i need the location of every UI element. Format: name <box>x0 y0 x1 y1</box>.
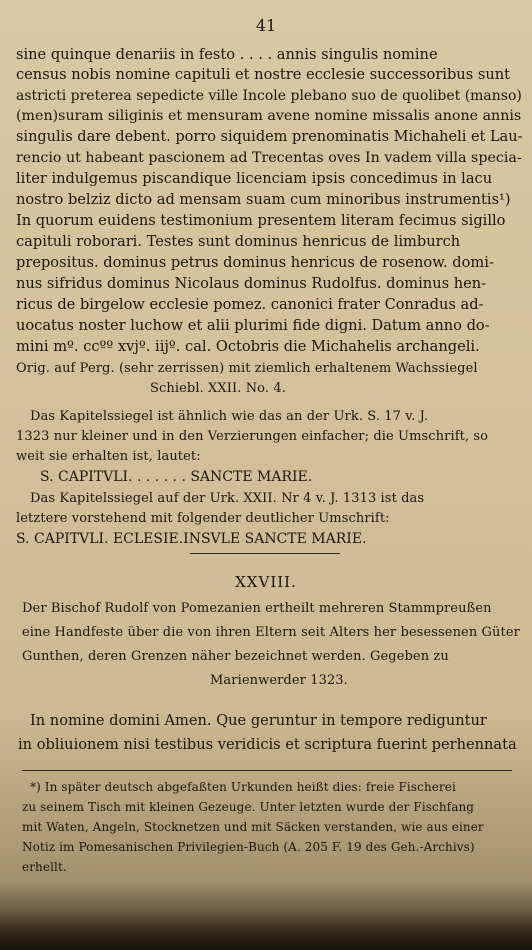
footnote-line: zu seinem Tisch mit kleinen Gezeuge. Unter letzten wurde der Fischfang <box>22 800 475 814</box>
summary-line: Marienwerder 1323. <box>210 673 348 688</box>
seal-note-line: weit sie erhalten ist, lautet: <box>16 449 201 464</box>
source-note-line: Schiebl. XXII. No. 4. <box>150 381 286 396</box>
charter-line: (men)suram siliginis et mensuram avene nomine missalis anone annis <box>16 108 522 124</box>
footnote-line: Notiz im Pomesanischen Privilegien-Buch (A. 205 F. 19 des Geh.-Archivs) <box>22 840 475 854</box>
seal-inscription: S. CAPITVLI. . . . . . . SANCTE MARIE. <box>40 469 313 485</box>
footnote-line: *) In später deutsch abgefaßten Urkunden heißt dies: freie Fischerei <box>30 780 456 794</box>
footnote-line: erhellt. <box>22 860 67 874</box>
document-line: In nomine domini Amen. Que geruntur in tempore rediguntur <box>30 712 487 729</box>
section-divider <box>190 553 340 554</box>
charter-line: nus sifridus dominus Nicolaus dominus Rudolfus. dominus hen- <box>16 275 487 292</box>
seal-note-line: Das Kapitelssiegel auf der Urk. XXII. Nr 4 v. J. 1313 ist das <box>30 491 425 506</box>
page-edge-shadow <box>0 880 532 950</box>
source-note-line: Orig. auf Perg. (sehr zerrissen) mit ziemlich erhaltenem Wachssiegel <box>16 361 478 376</box>
page-number: 41 <box>255 16 277 35</box>
summary-line: eine Handfeste über die von ihren Eltern seit Alters her besessenen Güter <box>22 625 520 640</box>
charter-line: mini mº. ccºº xvjº. iijº. cal. Octobris die Michahelis archangeli. <box>16 338 480 355</box>
document-number: XXVIII. <box>235 573 297 591</box>
seal-note-line: 1323 nur kleiner und in den Verzierungen einfacher; die Umschrift, so <box>16 429 489 444</box>
charter-line: sine quinque denariis in festo . . . . annis singulis nomine <box>16 46 438 63</box>
summary-line: Gunthen, deren Grenzen näher bezeichnet werden. Gegeben zu <box>22 649 449 664</box>
footnote-divider <box>22 770 512 771</box>
document-line: in obliuionem nisi testibus veridicis et scriptura fuerint perhennata <box>18 736 517 753</box>
footnote-line: mit Waten, Angeln, Stocknetzen und mit Säcken verstanden, wie aus einer <box>22 820 484 834</box>
charter-line: capituli roborari. Testes sunt dominus henricus de limburch <box>16 233 461 250</box>
charter-line: liter indulgemus piscandique licenciam ipsis concedimus in lacu <box>16 170 493 187</box>
charter-line: prepositus. dominus petrus dominus henricus de rosenow. domi- <box>16 254 494 271</box>
charter-line: In quorum euidens testimonium presentem literam fecimus sigillo <box>16 212 506 229</box>
seal-note-line: letztere vorstehend mit folgender deutlicher Umschrift: <box>16 511 390 526</box>
charter-line: singulis dare debent. porro siquidem prenominatis Michaheli et Lau- <box>16 129 523 145</box>
summary-line: Der Bischof Rudolf von Pomezanien ertheilt mehreren Stammpreußen <box>22 601 492 616</box>
seal-note-line: Das Kapitelssiegel ist ähnlich wie das an der Urk. S. 17 v. J. <box>30 409 429 424</box>
charter-line: uocatus noster luchow et alii plurimi fide digni. Datum anno do- <box>16 317 490 334</box>
charter-line: astricti preterea sepedicte ville Incole plebano suo de quolibet (manso) <box>16 88 522 104</box>
charter-line: ricus de birgelow ecclesie pomez. canonici frater Conradus ad- <box>16 296 484 313</box>
seal-inscription: S. CAPITVLI. ECLESIE.INSVLE SANCTE MARIE. <box>16 531 367 547</box>
charter-line: census nobis nomine capituli et nostre ecclesie successoribus sunt <box>16 66 510 83</box>
charter-line: rencio ut habeant pascionem ad Trecentas oves In vadem villa specia- <box>16 150 522 166</box>
charter-line: nostro belziz dicto ad mensam suam cum minoribus instrumentis¹) <box>16 191 511 208</box>
